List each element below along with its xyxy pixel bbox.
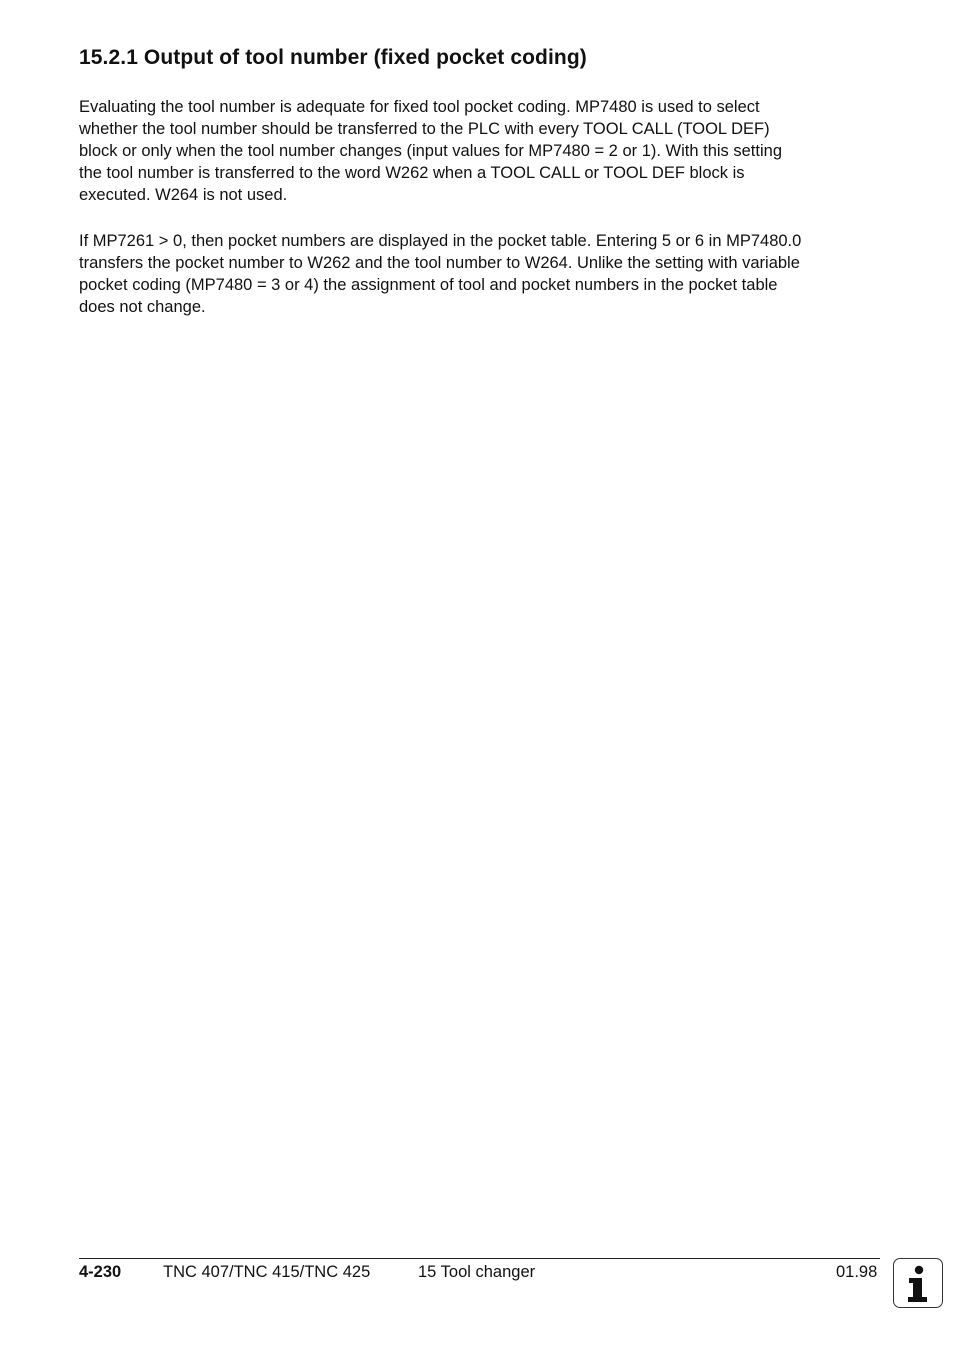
footer-date: 01.98 [836,1263,878,1281]
paragraph-line: whether the tool number should be transferred to the PLC with every TOOL CALL (TOOL DEF) [79,120,770,138]
section-heading: 15.2.1 Output of tool number (fixed pocket coding) [79,46,587,69]
paragraph-line: pocket coding (MP7480 = 3 or 4) the assignment of tool and pocket numbers in the pocket table [79,276,778,294]
paragraph-line: transfers the pocket number to W262 and the tool number to W264. Unlike the setting with variable [79,254,800,272]
paragraph-line: does not change. [79,298,206,316]
paragraph-line: Evaluating the tool number is adequate for fixed tool pocket coding. MP7480 is used to select [79,98,760,116]
footer-model: TNC 407/TNC 415/TNC 425 [163,1263,371,1281]
footer-chapter: 15 Tool changer [418,1263,536,1281]
footer-page-number: 4-230 [79,1263,122,1281]
paragraph-tool-number-evaluation [79,96,889,206]
footer-divider [79,1258,880,1259]
paragraph-line: the tool number is transferred to the word W262 when a TOOL CALL or TOOL DEF block is [79,164,745,182]
info-icon [893,1258,943,1308]
paragraph-line: block or only when the tool number changes (input values for MP7480 = 2 or 1). With this setting [79,142,782,160]
paragraph-line: executed. W264 is not used. [79,186,288,204]
paragraph-pocket-numbers [79,230,889,318]
paragraph-line: If MP7261 > 0, then pocket numbers are displayed in the pocket table. Entering 5 or 6 in MP7480.0 [79,232,802,250]
